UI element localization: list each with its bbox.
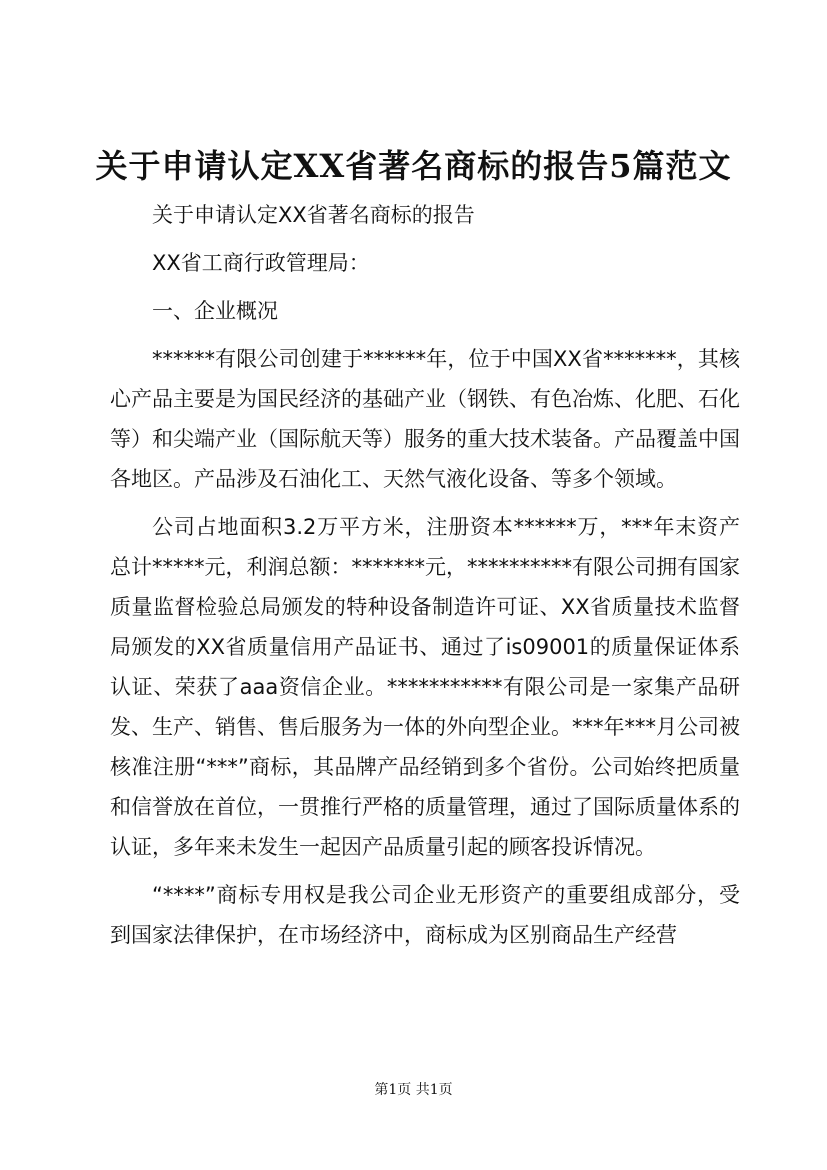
addressee-line: XX省工商行政管理局： bbox=[152, 251, 370, 275]
report-subtitle: 关于申请认定XX省著名商标的报告 bbox=[152, 203, 475, 227]
body-paragraph: ******有限公司创建于******年，位于中国XX省*******，其核心产品主要是为国民经济的基础产业（钢铁、有色冶炼、化肥、石化等）和尖端产业（国际航天等）服务的重大技术装备。产品覆盖中国各地区。产品涉及石油化工、天然气液化设备、等多个领域。 bbox=[110, 347, 740, 491]
section-heading-company-overview: 一、企业概况 bbox=[152, 299, 278, 323]
body-paragraph: “****”商标专用权是我公司企业无形资产的重要组成部分，受到国家法律保护，在市场经济中，商标成为区别商品生产经营 bbox=[110, 883, 740, 947]
body-paragraph: 公司占地面积3.2万平方米，注册资本******万，***年末资产总计*****元，利润总额：*******元，**********有限公司拥有国家质量监督检验总局颁发的特种设备制造许可证、XX省质量技术监督局颁发的XX省质量信用产品证书、通过了is09001的质量保证体系认证、荣获了aaa资信企业。***********有限公司是一家集产品研发、生产、销售、售后服务为一体的外向型企业。***年***月公司被核准注册“***”商标，其品牌产品经销到多个省份。公司始终把质量和信誉放在首位，一贯推行严格的质量管理，通过了国际质量体系的认证，多年来未发生一起因产品质量引起的顾客投诉情况。 bbox=[110, 515, 740, 859]
document-body bbox=[110, 195, 740, 963]
document-title: 关于申请认定XX省著名商标的报告5篇范文 bbox=[95, 147, 732, 185]
page-footer: 第1页 共1页 bbox=[374, 1082, 453, 1098]
